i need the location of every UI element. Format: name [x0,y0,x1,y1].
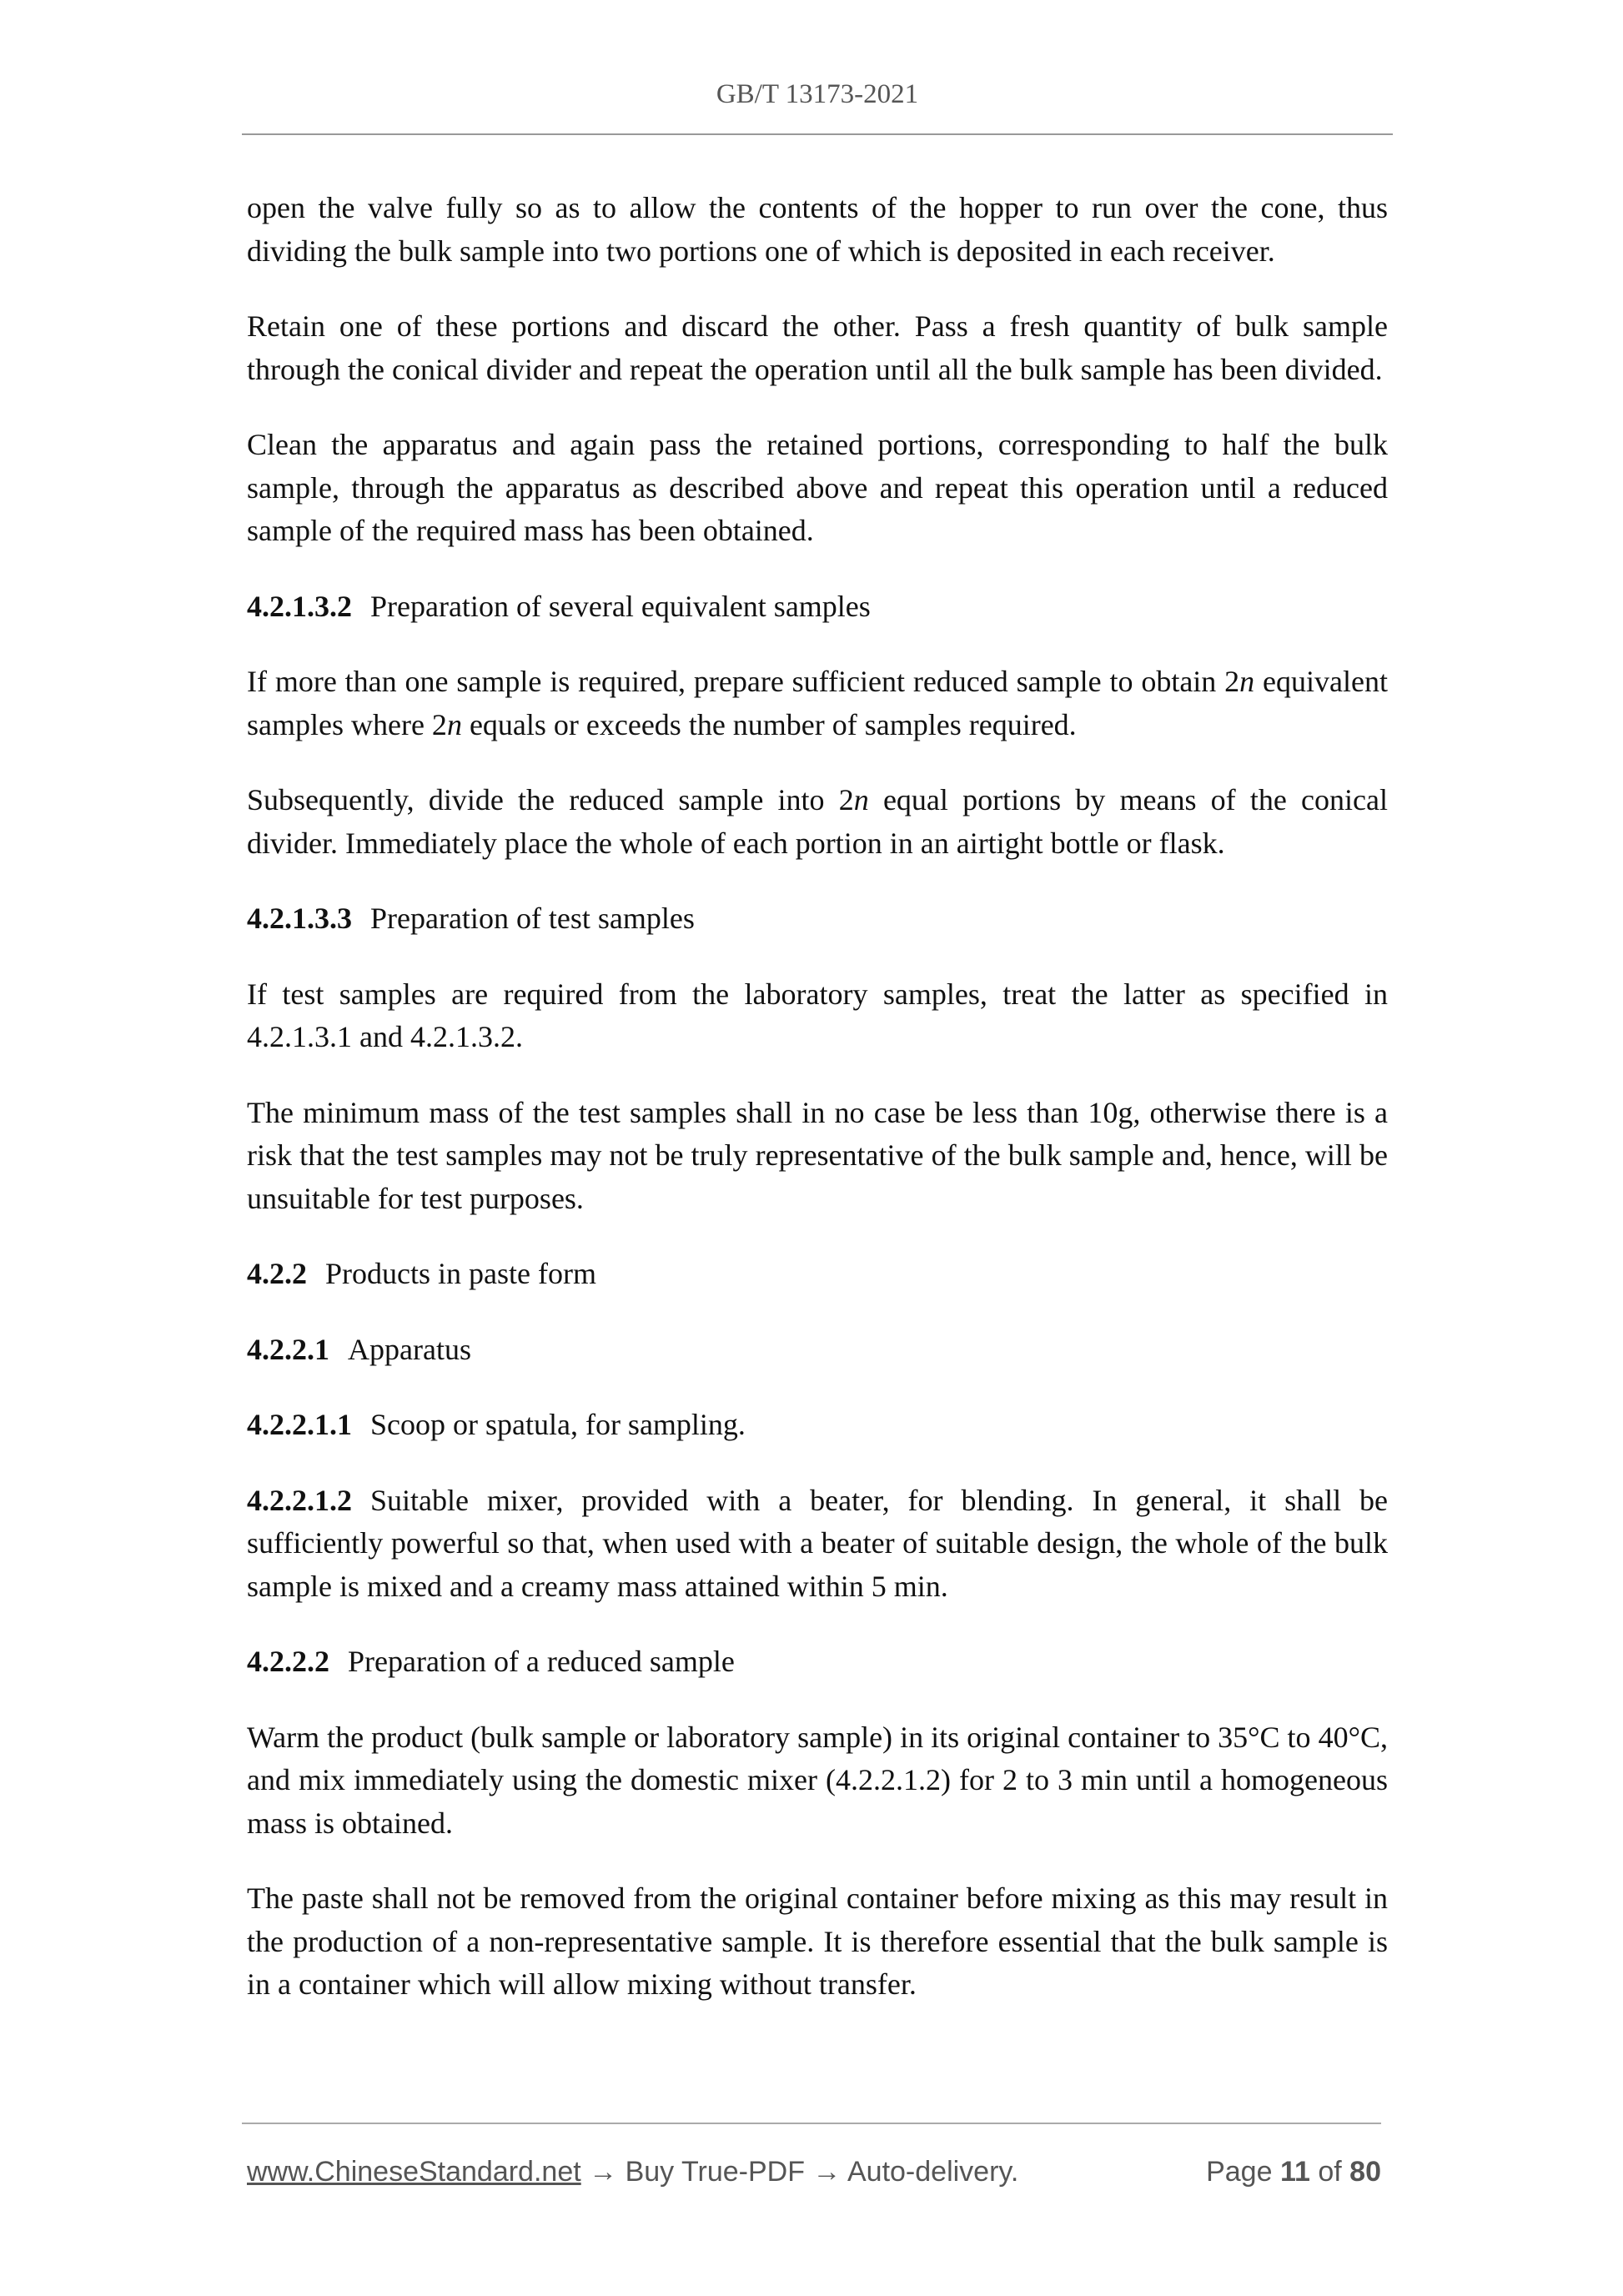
section-number: 4.2.2.2 [247,1645,329,1678]
paragraph-text: If more than one sample is required, prepare sufficient reduced sample to obtain 2n equivalent samples where 2n equals or exceeds the number of samples required. [247,665,1388,741]
page-total: 80 [1349,2156,1381,2188]
section-heading [247,1253,1388,1296]
paragraph-text: Preparation of test samples [370,902,695,935]
header-divider [242,133,1393,135]
paragraph-text: Preparation of a reduced sample [348,1645,735,1678]
paragraph [247,973,1388,1059]
paragraph [247,779,1388,865]
section-number: 4.2.2 [247,1257,307,1290]
paragraph-text: Scoop or spatula, for sampling. [370,1408,746,1441]
website-link[interactable]: www.ChineseStandard.net [247,2156,581,2188]
paragraph [247,661,1388,746]
page-indicator [1206,2156,1381,2188]
paragraph-text: open the valve fully so as to allow the contents of the hopper to run over the cone, thus dividing the bulk sample into two portions one of which is deposited in each receiver. [247,191,1388,268]
paragraph [247,1092,1388,1221]
paragraph-text: The minimum mass of the test samples shall in no case be less than 10g, otherwise there is a risk that the test samples may not be truly representative of the bulk sample and, hence, will be unsuitable for test purposes. [247,1095,1388,1215]
paragraph-text: Apparatus [348,1332,471,1366]
paragraph [247,305,1388,391]
paragraph-text: Suitable mixer, provided with a beater, for blending. In general, it shall be sufficiently powerful so that, when used with a beater of suitable design, the whole of the bulk sample is mixed and a creamy mass attained within 5 min. [247,1483,1388,1603]
section-number: 4.2.1.3.2 [247,589,352,623]
section-heading [247,1640,1388,1684]
page-number: 11 [1279,2156,1310,2188]
section-number: 4.2.2.1 [247,1332,329,1366]
section-heading [247,1329,1388,1372]
paragraph-text: If test samples are required from the laboratory samples, treat the latter as specified in 4.2.1.3.1 and 4.2.1.3.2. [247,977,1388,1053]
of-label: of [1318,2156,1342,2188]
paragraph-text: Retain one of these portions and discard the other. Pass a fresh quantity of bulk sample through the conical divider and repeat the operation until all the bulk sample has been divided. [247,309,1388,386]
paragraph-text: Preparation of several equivalent samples [370,589,871,623]
footer-divider [242,2123,1381,2124]
paragraph [247,187,1388,273]
section-heading [247,897,1388,941]
paragraph-text: Products in paste form [325,1257,596,1290]
paragraph [247,1877,1388,2007]
section-number: 4.2.2.1.1 [247,1408,352,1441]
section-heading [247,1480,1388,1609]
paragraph [247,424,1388,553]
document-body [247,187,1388,2039]
paragraph-text: Clean the apparatus and again pass the retained portions, corresponding to half the bulk sample, through the apparatus as described above and repeat this operation until a reduced sample of the required mass has been obtained. [247,428,1388,547]
footer [247,2156,1381,2188]
section-number: 4.2.2.1.2 [247,1483,352,1517]
page-label: Page [1206,2156,1273,2188]
document-header: GB/T 13173-2021 [716,79,919,109]
paragraph-text: Warm the product (bulk sample or laboratory sample) in its original container to 35°C to 40°C, and mix immediately using the domestic mixer (4.2.2.1.2) for 2 to 3 min until a homogeneous mass is obtained. [247,1720,1388,1840]
paragraph [247,1716,1388,1846]
paragraph-text: Subsequently, divide the reduced sample into 2n equal portions by means of the conical divider. Immediately place the whole of each portion in an airtight bottle or flask. [247,783,1388,860]
section-heading [247,1404,1388,1447]
section-heading [247,585,1388,629]
footer-tagline: → Buy True-PDF → Auto-delivery. [580,2156,1019,2188]
paragraph-text: The paste shall not be removed from the original container before mixing as this may result in the production of a non-representative sample. It is therefore essential that the bulk sample is in a container which will allow mixing without transfer. [247,1882,1388,2001]
section-number: 4.2.1.3.3 [247,902,352,935]
